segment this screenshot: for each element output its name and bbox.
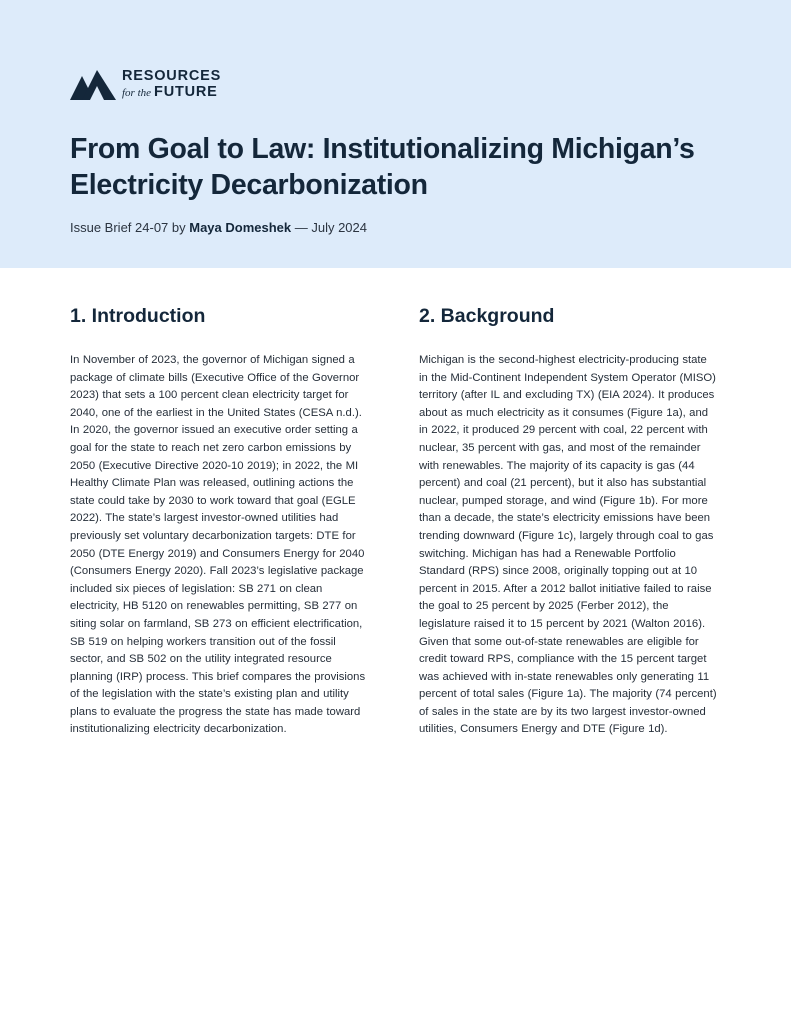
mountain-logo-icon — [70, 70, 116, 100]
byline-date: — July 2024 — [291, 220, 367, 235]
byline — [70, 220, 367, 235]
logo-text-future-word: FUTURE — [154, 84, 218, 100]
logo-text-for-the: for the — [122, 87, 152, 99]
section-background — [419, 304, 719, 739]
header-banner — [0, 0, 791, 268]
page-title: From Goal to Law: Institutionalizing Michigan’s Electricity Decarbonization — [70, 133, 695, 201]
section-body-background: Michigan is the second-highest electricity-producing state in the Mid-Continent Independent System Operator (MISO) territory (after IL and excluding TX) (EIA 2024). It produces about as much electricity as it consumes (Figure 1a), and in 2022, it produced 29 percent with coal, 22 percent with nuclear, 35 percent with gas, and most of the remainder with renewables. The majority of its capacity is gas (44 percent) and coal (21 percent), but it also has substantial nuclear, pumped storage, and wind (Figure 1b). For more than a decade, the state’s electricity emissions have been trending downward (Figure 1c), largely through coal to gas switching. Michigan has had a Renewable Portfolio Standard (RPS) since 2008, originally topping out at 10 percent in 2015. After a 2012 ballot initiative failed to raise the goal to 25 percent by 2025 (Ferber 2012), the legislature raised it to 15 percent by 2021 (Walton 2016). Given that some out-of-state renewables are eligible for credit toward RPS, compliance with the 15 percent target was achieved with in-state renewables only generating 11 percent of total sales (Figure 1a). The majority (74 percent) of sales in the state are by its two largest investor-owned utilities, Consumers Energy and DTE (Figure 1d). — [419, 354, 717, 736]
logo-text-resources: RESOURCES — [122, 68, 222, 84]
section-introduction — [70, 304, 370, 739]
section-heading-background: 2. Background — [419, 305, 555, 327]
byline-author: Maya Domeshek — [189, 220, 292, 235]
logo-text-future — [122, 84, 218, 100]
section-body-introduction: In November of 2023, the governor of Michigan signed a package of climate bills (Executive Office of the Governor 2023) that sets a 100 percent clean electricity target for 2040, one of the earliest in the United States (CESA n.d.). In 2020, the governor issued an executive order setting a goal for the state to reach net zero carbon emissions by 2050 (Executive Directive 2020-10 2019); in 2022, the MI Healthy Climate Plan was released, outlining actions the state could take by 2030 to work toward that goal (EGLE 2022). The state’s largest investor-owned utilities had previously set voluntary decarbonization targets: DTE for 2050 (DTE Energy 2019) and Consumers Energy for 2040 (Consumers Energy 2020). Fall 2023’s legislative package included six pieces of legislation: SB 271 on clean electricity, HB 5120 on renewables permitting, SB 277 on siting solar on farmland, SB 273 on efficient electrification, SB 519 on helping workers transition out of the fossil sector, and SB 502 on the utility integrated resource planning (IRP) process. This brief compares the provisions of the legislation with the state’s existing plan and utility plans to evaluate the progress the state has made toward institutionalizing electricity decarbonization. — [70, 354, 366, 736]
section-heading-introduction: 1. Introduction — [70, 305, 206, 327]
byline-prefix: Issue Brief 24-07 by — [70, 220, 190, 235]
